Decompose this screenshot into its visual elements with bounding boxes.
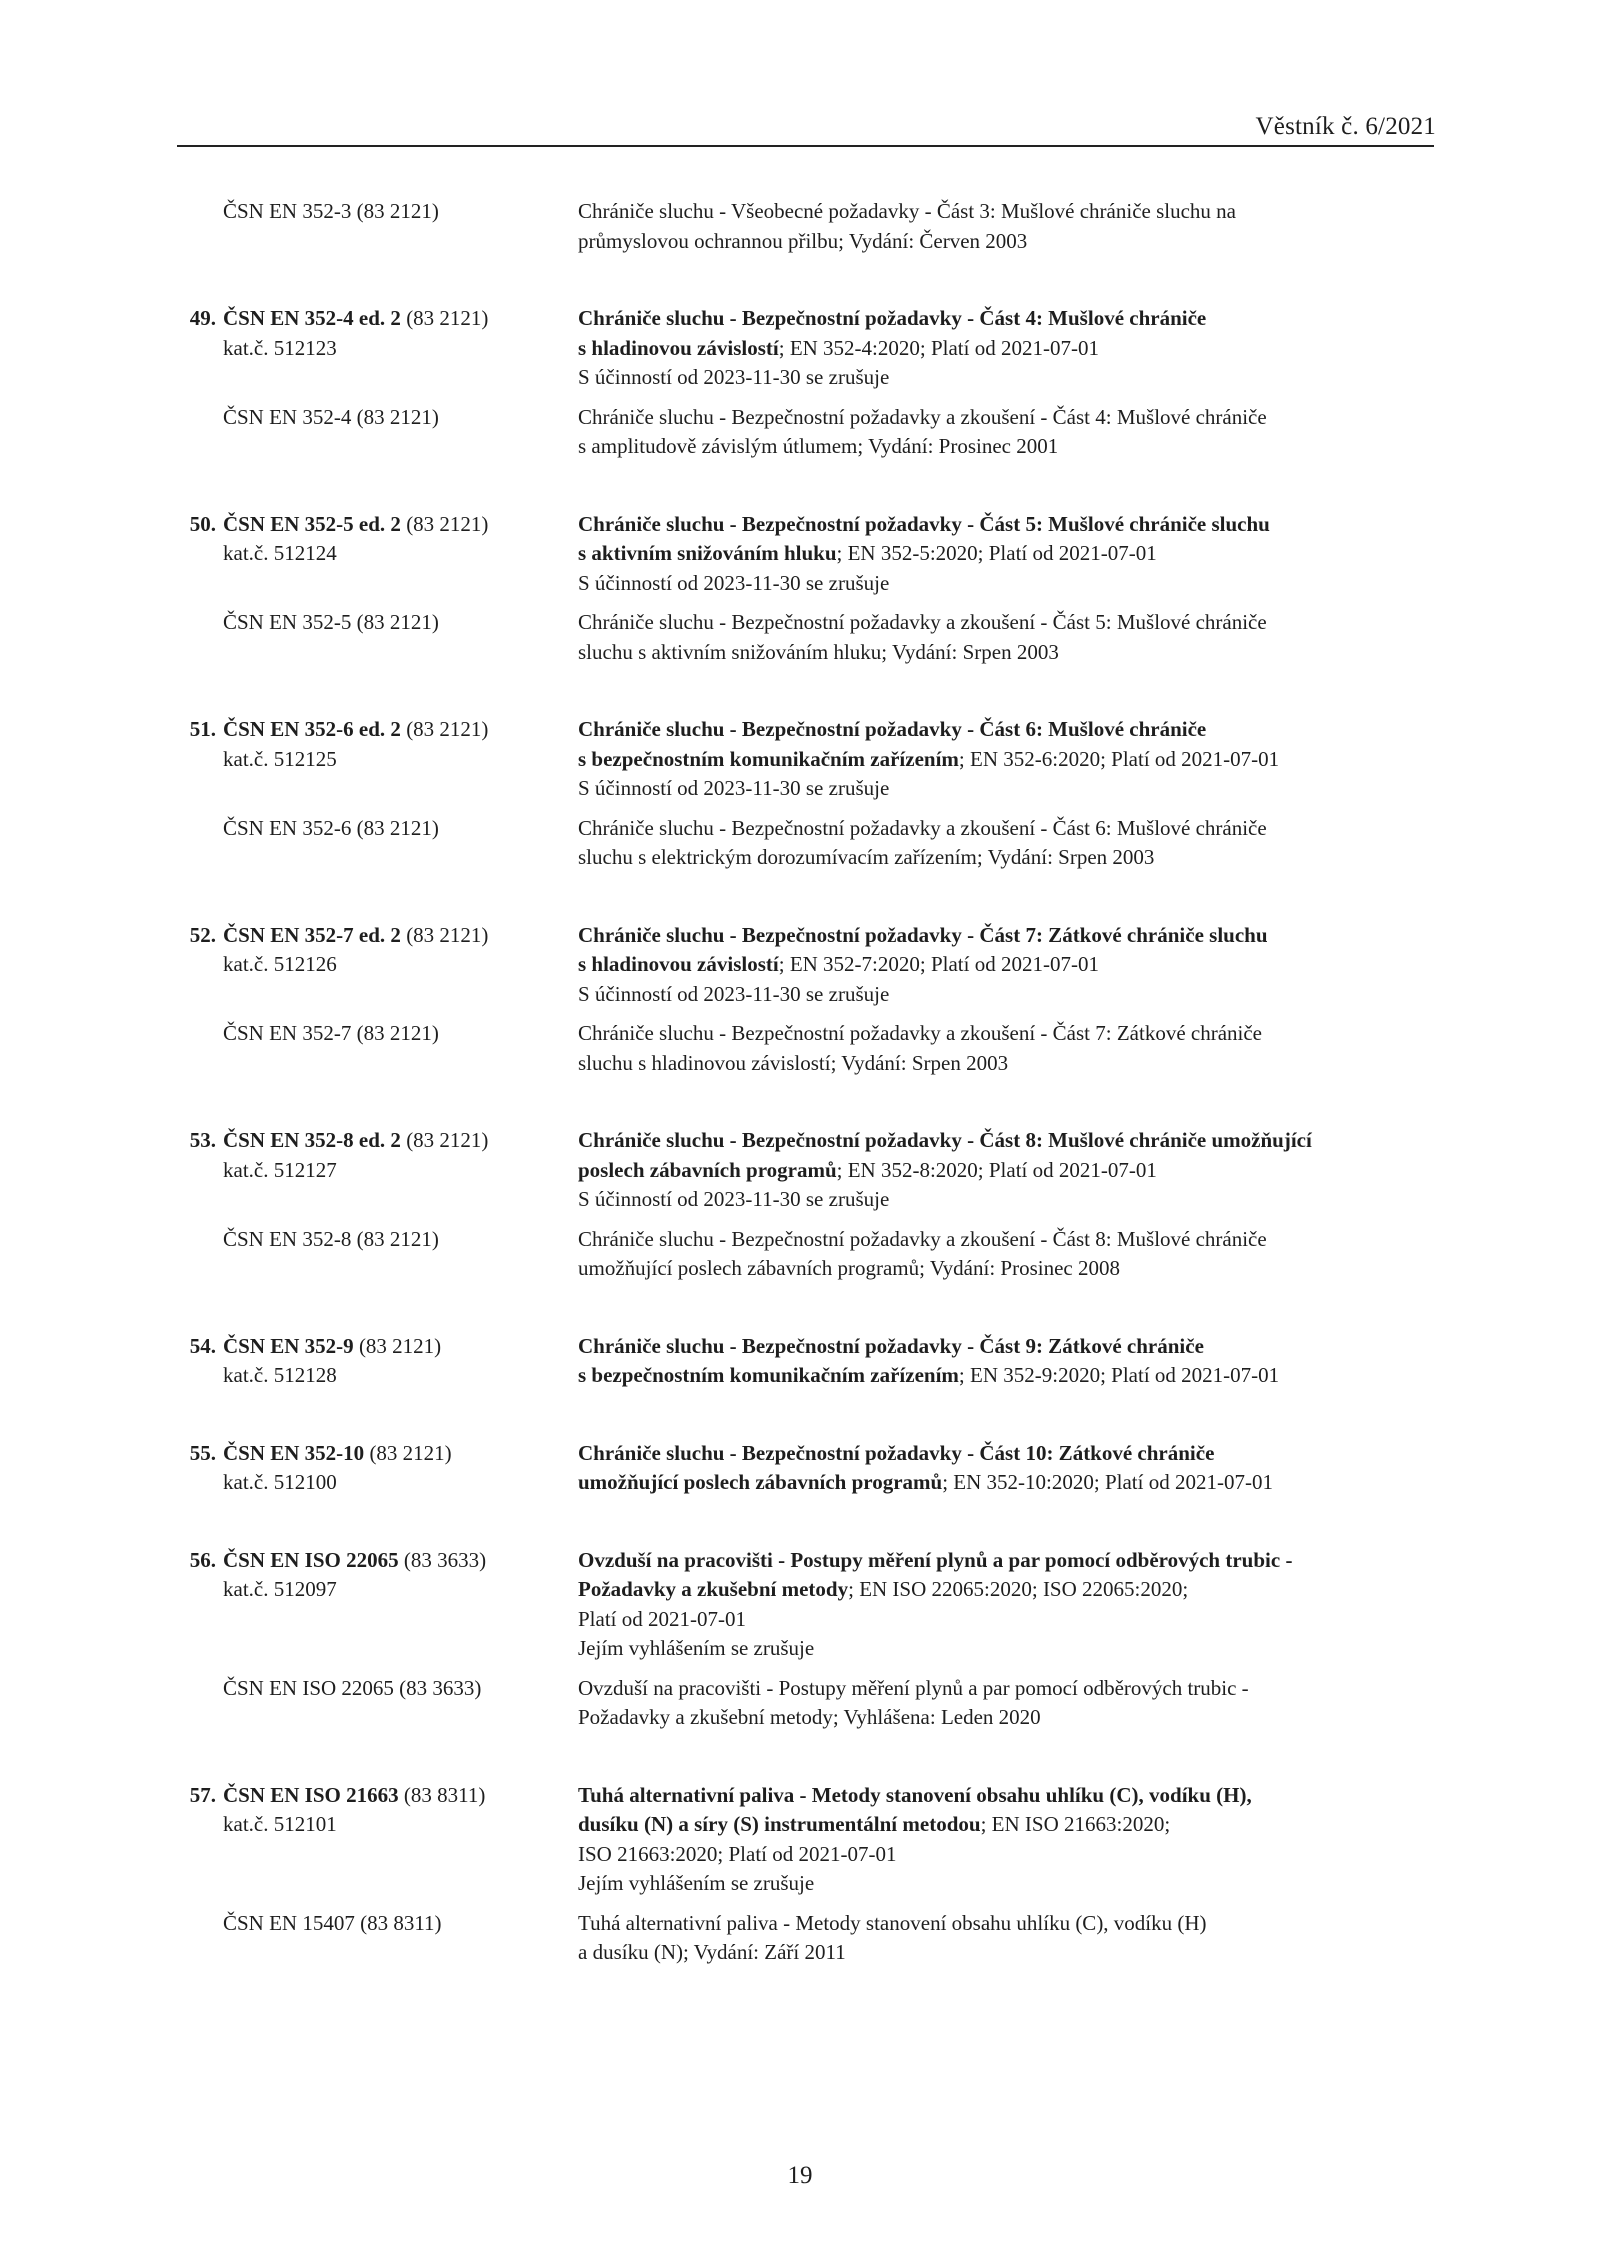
standard-code: ČSN EN ISO 22065 [223,1547,399,1572]
standard-title-cont: umožňující poslech zábavních programů; EN 352-10:2020; Platí od 2021-07-01 [578,1470,1273,1494]
catalog-number: kat.č. 512124 [223,541,337,565]
replaced-standard-title: Chrániče sluchu - Bezpečnostní požadavky a zkoušení - Část 7: Zátkové chrániče [578,1021,1263,1045]
entry-number: 53. [189,1128,216,1152]
replaced-standard-title-cont: průmyslovou ochrannou přilbu; Vydání: Červen 2003 [578,228,1028,253]
replaced-standard-row [0,608,1600,667]
new-standard-row [0,1546,1600,1664]
standard-designation [189,304,579,334]
standard-code: ČSN EN 352-6 ed. 2 [223,717,401,741]
standard-title-cont: s bezpečnostním komunikačním zařízením; EN 352-9:2020; Platí od 2021-07-01 [578,1363,1280,1387]
new-standard-row [0,1781,1600,1899]
standard-entry [0,1546,1600,1733]
standard-code: ČSN EN 352-5 ed. 2 [223,511,401,536]
replaced-standard-title: Ovzduší na pracovišti - Postupy měření plynů a par pomocí odběrových trubic - [578,1675,1249,1700]
standard-entry [0,304,1600,462]
new-standard-row [0,715,1600,804]
standard-entry [0,715,1600,873]
standard-entry [0,197,1600,256]
standard-title: Chrániče sluchu - Bezpečnostní požadavky - Část 6: Mušlové chrániče [578,717,1207,741]
entry-number: 57. [189,1782,216,1807]
standard-designation [189,1126,579,1156]
entry-number: 50. [189,511,216,536]
replaced-standard-code: ČSN EN 352-5 (83 2121) [223,610,439,634]
standard-entry [0,1332,1600,1391]
new-standard-row [0,304,1600,393]
classification-code: (83 2121) [400,306,489,330]
classification-code: (83 2121) [364,1440,452,1465]
replaced-standard-title: Chrániče sluchu - Bezpečnostní požadavky a zkoušení - Část 4: Mušlové chrániče [578,404,1267,429]
document-body [0,197,1600,2016]
standard-code: ČSN EN 352-4 ed. 2 [223,306,401,330]
standard-title-cont: s hladinovou závislostí; EN 352-7:2020; Platí od 2021-07-01 [578,952,1099,976]
replaced-standard-title-cont: Požadavky a zkušební metody; Vyhlášena: Leden 2020 [578,1705,1041,1729]
entry-number: 52. [189,922,216,947]
replaced-standard-row [0,1019,1600,1078]
replaced-standard-code: ČSN EN 15407 (83 8311) [223,1910,442,1935]
replaced-standard-row [0,197,1600,256]
page-header-title: Věstník č. 6/2021 [1255,113,1436,140]
classification-code: (83 2121) [353,1333,442,1358]
replaced-standard-title-cont: sluchu s hladinovou závislostí; Vydání: Srpen 2003 [578,1050,1009,1075]
replaced-standard-code: ČSN EN ISO 22065 (83 3633) [223,1675,482,1700]
classification-code: (83 2121) [400,1128,489,1152]
standard-designation [189,921,579,951]
validity-note: S účinností od 2023-11-30 se zrušuje [578,365,890,389]
replaced-standard-code: ČSN EN 352-8 (83 2121) [223,1226,439,1251]
standard-designation [189,1439,579,1469]
validity-note: S účinností od 2023-11-30 se zrušuje [578,1187,890,1211]
standard-designation [189,1546,579,1576]
standard-designation [189,1781,579,1811]
standard-code: ČSN EN 352-7 ed. 2 [223,922,401,947]
replaced-standard-title-cont: a dusíku (N); Vydání: Září 2011 [578,1940,846,1964]
page-number: 19 [787,2162,813,2189]
standard-entry [0,1126,1600,1284]
replaced-standard-code: ČSN EN 352-7 (83 2121) [223,1021,439,1045]
standard-title: Chrániče sluchu - Bezpečnostní požadavky - Část 5: Mušlové chrániče sluchu [578,511,1270,536]
standard-designation [189,1332,579,1362]
replaced-standard-row [0,814,1600,873]
replaced-standard-title-cont: s amplitudově závislým útlumem; Vydání: Prosinec 2001 [578,434,1059,458]
replacement-note: Jejím vyhlášením se zrušuje [578,1871,815,1895]
replacement-note: Jejím vyhlášením se zrušuje [578,1636,815,1660]
standard-code: ČSN EN 352-10 [223,1440,365,1465]
entry-number: 49. [189,306,216,330]
standard-entry [0,510,1600,668]
standard-title-cont: dusíku (N) a síry (S) instrumentální metodou; EN ISO 21663:2020; [578,1812,1171,1836]
replaced-standard-title-cont: sluchu s aktivním snižováním hluku; Vydání: Srpen 2003 [578,639,1059,664]
standard-designation [189,715,579,745]
classification-code: (83 2121) [400,717,489,741]
replaced-standard-title: Chrániče sluchu - Bezpečnostní požadavky a zkoušení - Část 6: Mušlové chrániče [578,815,1267,840]
standard-entry [0,1781,1600,1968]
catalog-number: kat.č. 512097 [223,1577,337,1601]
standard-code: ČSN EN ISO 21663 [223,1782,399,1807]
catalog-number: kat.č. 512128 [223,1363,337,1387]
standard-title-cont: s hladinovou závislostí; EN 352-4:2020; Platí od 2021-07-01 [578,335,1099,360]
standard-title-cont: s aktivním snižováním hluku; EN 352-5:2020; Platí od 2021-07-01 [578,541,1157,565]
catalog-number: kat.č. 512101 [223,1812,337,1836]
replaced-standard-code: ČSN EN 352-4 (83 2121) [223,404,439,429]
replaced-standard-title: Chrániče sluchu - Všeobecné požadavky - Část 3: Mušlové chrániče sluchu na [578,199,1236,223]
standard-designation [189,510,579,540]
entry-number: 55. [189,1440,216,1465]
standard-title: Chrániče sluchu - Bezpečnostní požadavky - Část 9: Zátkové chrániče [578,1333,1204,1358]
validity-note: ISO 21663:2020; Platí od 2021-07-01 [578,1841,897,1866]
entry-number: 56. [189,1547,216,1572]
validity-note: Platí od 2021-07-01 [578,1606,746,1631]
replaced-standard-row [0,1225,1600,1284]
classification-code: (83 3633) [398,1547,487,1572]
standard-title: Chrániče sluchu - Bezpečnostní požadavky - Část 4: Mušlové chrániče [578,306,1207,330]
classification-code: (83 2121) [400,922,489,947]
replaced-standard-title: Tuhá alternativní paliva - Metody stanovení obsahu uhlíku (C), vodíku (H) [578,1910,1207,1935]
classification-code: (83 8311) [398,1782,486,1807]
replaced-standard-title: Chrániče sluchu - Bezpečnostní požadavky a zkoušení - Část 5: Mušlové chrániče [578,610,1267,634]
replaced-standard-code: ČSN EN 352-3 (83 2121) [223,199,439,223]
standard-title-cont: s bezpečnostním komunikačním zařízením; EN 352-6:2020; Platí od 2021-07-01 [578,746,1280,771]
standard-title: Chrániče sluchu - Bezpečnostní požadavky - Část 10: Zátkové chrániče [578,1440,1215,1465]
catalog-number: kat.č. 512123 [223,335,337,360]
entry-number: 54. [189,1333,216,1358]
new-standard-row [0,510,1600,599]
new-standard-row [0,1332,1600,1391]
replaced-standard-title-cont: umožňující poslech zábavních programů; Vydání: Prosinec 2008 [578,1256,1120,1280]
replaced-standard-code: ČSN EN 352-6 (83 2121) [223,815,439,840]
header-divider [177,145,1434,147]
replaced-standard-row [0,1674,1600,1733]
standard-title-cont: Požadavky a zkušební metody; EN ISO 22065:2020; ISO 22065:2020; [578,1577,1189,1601]
new-standard-row [0,1439,1600,1498]
standard-title: Chrániče sluchu - Bezpečnostní požadavky - Část 7: Zátkové chrániče sluchu [578,922,1268,947]
replaced-standard-title: Chrániče sluchu - Bezpečnostní požadavky a zkoušení - Část 8: Mušlové chrániče [578,1226,1267,1251]
new-standard-row [0,921,1600,1010]
replaced-standard-title-cont: sluchu s elektrickým dorozumívacím zařízením; Vydání: Srpen 2003 [578,845,1155,869]
standard-entry [0,1439,1600,1498]
standard-title: Ovzduší na pracovišti - Postupy měření plynů a par pomocí odběrových trubic - [578,1547,1293,1572]
standard-entry [0,921,1600,1079]
catalog-number: kat.č. 512100 [223,1470,337,1494]
replaced-standard-row [0,403,1600,462]
replaced-standard-row [0,1909,1600,1968]
catalog-number: kat.č. 512125 [223,746,337,771]
new-standard-row [0,1126,1600,1215]
standard-title: Tuhá alternativní paliva - Metody stanovení obsahu uhlíku (C), vodíku (H), [578,1782,1252,1807]
validity-note: S účinností od 2023-11-30 se zrušuje [578,981,890,1006]
standard-code: ČSN EN 352-9 [223,1333,354,1358]
classification-code: (83 2121) [400,511,489,536]
validity-note: S účinností od 2023-11-30 se zrušuje [578,570,890,595]
standard-title: Chrániče sluchu - Bezpečnostní požadavky - Část 8: Mušlové chrániče umožňující [578,1128,1312,1152]
entry-number: 51. [189,717,216,741]
standard-title-cont: poslech zábavních programů; EN 352-8:2020; Platí od 2021-07-01 [578,1157,1157,1182]
catalog-number: kat.č. 512127 [223,1157,337,1182]
catalog-number: kat.č. 512126 [223,952,337,976]
standard-code: ČSN EN 352-8 ed. 2 [223,1128,401,1152]
validity-note: S účinností od 2023-11-30 se zrušuje [578,776,890,800]
